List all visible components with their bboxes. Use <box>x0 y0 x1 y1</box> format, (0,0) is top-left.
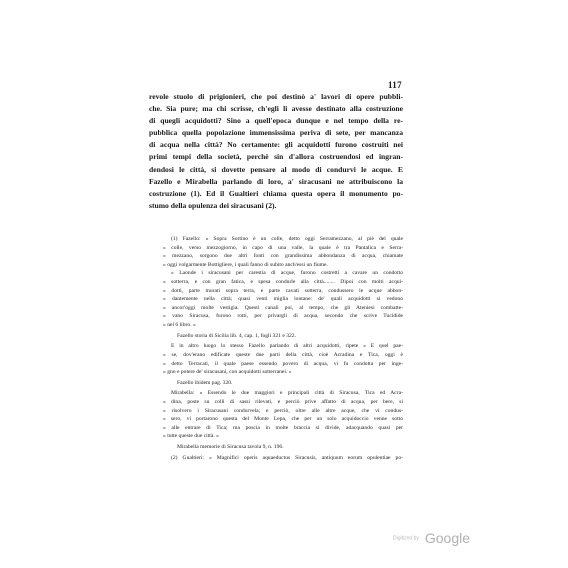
text-line: dendosi le città, si dovette pensare al modo di condurvi le acque. E <box>149 164 403 174</box>
footnote-line: » tutte queste due città. » <box>163 433 219 440</box>
footnote-line: (1) Fazello: « Sopra Sortino è un colle, detto oggi Serramezzano, al piè del quale <box>171 236 403 242</box>
text-line: costruzione (1). Ed il Gualtieri chiama questa opera il monumento po- <box>149 188 403 198</box>
footnote-citation: Mirabella memorie di Siracusa tavola 9, n. 196. <box>177 444 284 451</box>
footnote-line: » alle entrare di Tica; ma poscia in molte braccia si divide, adacquando quasi per <box>163 424 403 431</box>
footnote-line: » Laonde i siracusani per carestia di acque, furono costretti a cavare un condotto <box>171 270 403 277</box>
digitized-by-google-watermark <box>393 529 470 547</box>
footnote-line: Mirabella: « Essendo le due maggiori e principali città di Siracusa, Tica ed Acra- <box>171 390 403 397</box>
footnote-line: » detto Terracati, il quale paese essendo povero di acqua, vi fu condotta per inge- <box>163 360 403 367</box>
text-line: pubblica quella popolazione immensissima periva di sete, per mancanza <box>149 128 403 138</box>
footnote-line: » sotterra, e con gran fatica, e spesa condurle alla città........ Dipoi con molti acqui- <box>163 279 403 286</box>
text-line: revole stuolo di prigionieri, che poi destinò a' lavori di opere pubbli- <box>149 92 403 101</box>
footnote-line: » dina, poste su colli di sassi rilevati, e perciò prive affatto di acqua, per bere, si <box>163 398 403 405</box>
footnote-line: » dantemente nella città; quasi venti miglia lontane: de' quali acquidotti si vedono <box>163 296 403 303</box>
footnote-citation: Fazello storia di Sicilia lib. 4, cap. 1, fogli 321 e 322. <box>177 332 297 339</box>
watermark-prefix: Digitized by <box>393 535 419 542</box>
google-logo: Google <box>424 530 471 547</box>
footnote-line: (2) Gualtieri: « Magnifici operis aquaeductus Siracusis, antiquum eorum opulentiae po- <box>171 454 403 461</box>
footnote-line: » oggi volgarmente Bottigliere, i quali fanno di subito anch'essi un fiume. <box>163 261 328 268</box>
footnote-line: » nel 6 libro. » <box>163 322 196 329</box>
text-line: primi tempi della società, perchè sin d'allora costruendosi ed ingran- <box>149 152 403 162</box>
footnote-line: » colle, verso mezzogiorno, in capo di una valle, la quale è tra Pantalica e Serra- <box>163 244 403 251</box>
text-line: stumo della opulenza dei siracusani (2). <box>149 200 277 210</box>
main-text <box>149 91 403 212</box>
page-number: 117 <box>388 80 402 90</box>
footnotes <box>163 235 403 462</box>
text-line: che. Sia pure; ma chi scrisse, ch'egli li avesse destinato alla costruzione <box>149 104 403 114</box>
footnote-line: » se, dov'erano edificate queste due parti della città, cioè Acradina e Tica, oggi è <box>163 351 403 358</box>
text-line: di quegli acquidotti? Sino a quell'epoca dunque e nel tempo della re- <box>149 116 403 126</box>
footnote-line: » vano Siracusa, furono rotti, per privargli di acqua, secondo che scrive Tucidide <box>163 313 403 320</box>
footnote-citation: Fazello ibidem pag. 320. <box>177 379 233 386</box>
text-line: di acqua nella città? No certamente: gli acquidotti furono costruiti nei <box>149 140 403 150</box>
footnote-line: E in altro luogo lo stesso Fazello parlando di altri acquidotti, ripete « E quel pae- <box>171 343 403 350</box>
footnote-line: » mezzano, sorgono due altri fonti con grandissima abbondanza di acqua, chiamate <box>163 253 403 260</box>
footnote-line: » risolvero i Siracusani condurvela; e perciò, oltre alle altre acque, che vi condus- <box>163 407 403 414</box>
footnote-line: » sero, vi portarono questa del Monte Lepa, che per un solo acquidoccio venne sotto <box>163 416 403 423</box>
footnote-line: » gno e potere de' siracusani, con acquidotti sotterranei. » <box>163 369 292 376</box>
footnote-line: » ancor'oggi molte vestigia. Questi canali poi, al tempo, che gli Ateniesi combatte- <box>163 304 403 311</box>
footnote-line: » dotti, parte murati sopra terra, e parte cavati sotterra, condussero le acque abbon- <box>163 287 403 294</box>
text-line: Fazello e Mirabella parlando di loro, a' siracusani ne attribuiscono la <box>149 176 403 186</box>
